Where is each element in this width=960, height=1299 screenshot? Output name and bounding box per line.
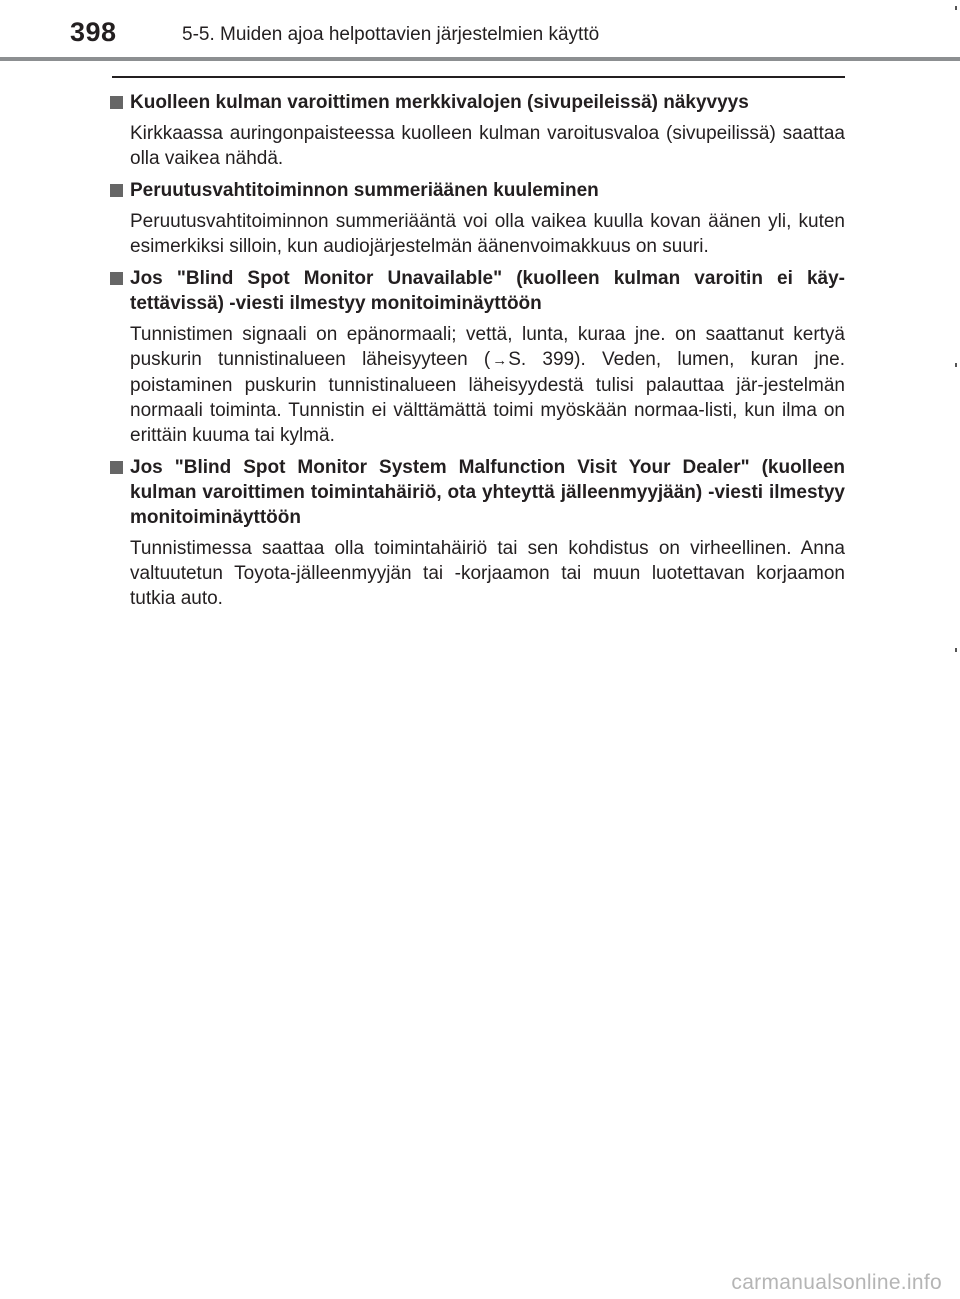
block-body: Kirkkaassa auringonpaisteessa kuolleen kulman varoitusvaloa (sivupeilissä) saattaa olla vaikea nähdä. [130,123,845,169]
block-heading-text: Jos "Blind Spot Monitor System Malfunction Visit Your Dealer" (kuolleen kulman varoittimen toimintahäiriö, ota yhteyttä jälleenmyyjään) -viesti ilmestyy monitoiminäyttöön [130,457,845,528]
block-heading [108,455,845,530]
body-text-before-reference: Tunnistimen signaali on epänormaali; vettä, lunta, kuraa jne. on saattanut kertyä puskurin tunnistinalueen läheisyyteen ( [130,324,845,370]
info-block-system-malfunction [108,455,845,611]
arrow-right-icon: → [492,352,508,369]
block-heading [108,90,845,115]
square-bullet-icon [110,96,123,109]
square-bullet-icon [110,272,123,285]
section-title: 5-5. Muiden ajoa helpottavien järjestelmien käyttö [182,24,600,45]
block-heading-text: Jos "Blind Spot Monitor Unavailable" (kuolleen kulman varoitin ei käy-tettävissä) -viesti ilmestyy monitoiminäyttöön [130,268,845,314]
square-bullet-icon [110,461,123,474]
watermark: carmanualsonline.info [731,1271,942,1294]
info-block-buzzer-audibility [108,178,845,259]
block-heading [108,178,845,203]
block-body: Peruutusvahtitoiminnon summeriääntä voi olla vaikea kuulla kovan äänen yli, kuten esimerkiksi silloin, kun audiojärjestelmän äänenvoimakkuus on suuri. [130,211,845,257]
block-heading [108,266,845,316]
block-body [108,322,845,448]
block-body: Tunnistimessa saattaa olla toimintahäiriö tai sen kohdistus on virheellinen. Anna valtuutetun Toyota-jälleenmyyjän tai -korjaamon tai muun luotettavan korjaamon tutkia auto. [130,538,845,609]
block-heading-text: Peruutusvahtitoiminnon summeriäänen kuuleminen [130,180,599,201]
body-text-after-reference: ). Veden, lumen, kuran jne. poistaminen puskurin tunnistinalueen läheisyydestä tulisi palauttaa jär-jestelmän normaali toiminta. Tunnistin ei välttämättä toimi myöskään normaa-listi, kun ilma on erittäin kuuma tai kylmä. [130,349,845,446]
content-divider [112,76,845,78]
info-block-blind-spot-visibility [108,90,845,171]
page-reference-link[interactable]: S. 399 [508,349,575,370]
edge-tick-mark [955,648,957,652]
block-heading-text: Kuolleen kulman varoittimen merkkivalojen (sivupeileissä) näkyvyys [130,92,749,113]
square-bullet-icon [110,184,123,197]
edge-tick-mark [955,6,957,10]
page-number: 398 [70,17,117,47]
page-content [108,90,845,618]
edge-tick-mark [955,363,957,367]
page-header [0,0,960,62]
header-rule [0,57,960,61]
info-block-monitor-unavailable [108,266,845,448]
